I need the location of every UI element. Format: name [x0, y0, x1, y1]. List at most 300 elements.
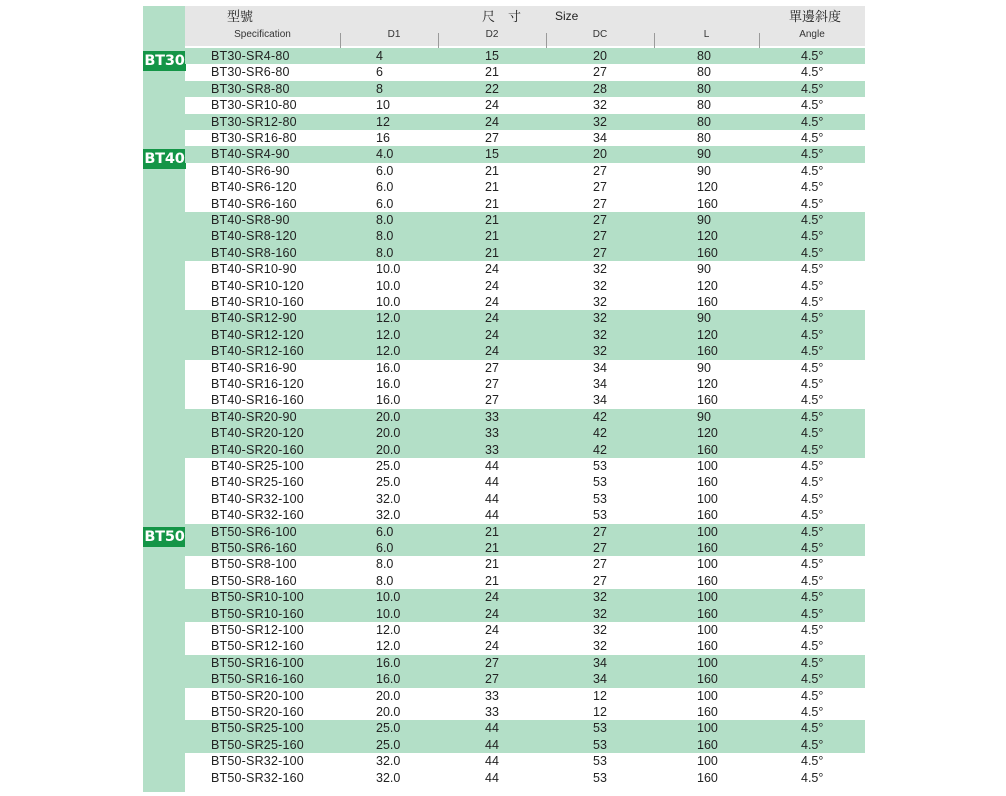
cell-dc: 27 [593, 196, 607, 211]
group-label-bt50: BT50 [144, 528, 185, 545]
cell-d2: 44 [485, 459, 499, 473]
cell-spec: BT40-SR12-90 [211, 311, 297, 326]
cell-angle: 4.5° [801, 524, 824, 539]
table-row [185, 228, 865, 244]
table-row [185, 261, 865, 277]
size-heading-zh: 尺 寸 [482, 9, 522, 24]
cell-d2: 21 [485, 196, 499, 211]
table-row [185, 507, 865, 523]
cell-length: 160 [697, 672, 718, 687]
cell-angle: 4.5° [801, 409, 824, 424]
cell-spec: BT50-SR16-100 [211, 655, 304, 670]
cell-d2: 44 [485, 754, 499, 769]
cell-length: 90 [697, 262, 711, 277]
cell-spec: BT30-SR8-80 [211, 81, 290, 96]
cell-d2: 33 [485, 442, 499, 457]
cell-dc: 27 [593, 229, 607, 244]
cell-spec: BT50-SR10-100 [211, 590, 304, 605]
cell-spec: BT30-SR4-80 [211, 49, 290, 63]
cell-dc: 27 [593, 65, 607, 80]
cell-dc: 34 [593, 672, 607, 687]
cell-dc: 27 [593, 213, 607, 227]
cell-spec: BT50-SR16-160 [211, 672, 304, 687]
cell-d1: 32.0 [376, 754, 401, 769]
cell-angle: 4.5° [801, 360, 824, 375]
table-row [185, 688, 865, 704]
col-header-angle: Angle [799, 29, 825, 40]
cell-d2: 27 [485, 360, 499, 375]
cell-length: 160 [697, 344, 718, 359]
cell-d2: 21 [485, 180, 499, 195]
cell-length: 90 [697, 360, 711, 375]
cell-d2: 33 [485, 688, 499, 703]
table-row [185, 130, 865, 146]
cell-length: 160 [697, 606, 718, 621]
cell-dc: 27 [593, 524, 607, 539]
cell-d2: 24 [485, 606, 499, 621]
cell-length: 160 [697, 639, 718, 654]
col-header-dc: DC [592, 29, 608, 40]
cell-length: 100 [697, 590, 718, 605]
cell-d2: 24 [485, 295, 499, 309]
cell-spec: BT50-SR10-160 [211, 606, 304, 621]
cell-angle: 4.5° [801, 245, 824, 260]
cell-angle: 4.5° [801, 147, 824, 162]
table-row [185, 589, 865, 605]
cell-angle: 4.5° [801, 327, 824, 342]
cell-spec: BT50-SR25-100 [211, 721, 304, 736]
cell-dc: 32 [593, 262, 607, 277]
table-row [185, 458, 865, 474]
cell-length: 120 [697, 180, 718, 195]
cell-d1: 12.0 [376, 311, 401, 326]
cell-angle: 4.5° [801, 426, 824, 441]
cell-angle: 4.5° [801, 229, 824, 244]
cell-d2: 27 [485, 131, 499, 145]
cell-d1: 8.0 [376, 213, 394, 227]
cell-length: 90 [697, 311, 711, 326]
table-row [185, 638, 865, 654]
cell-spec: BT30-SR10-80 [211, 98, 297, 113]
cell-angle: 4.5° [801, 721, 824, 736]
cell-angle: 4.5° [801, 770, 824, 785]
model-heading-zh: 型號 [227, 9, 254, 24]
cell-d2: 24 [485, 262, 499, 277]
table-row [185, 81, 865, 97]
cell-angle: 4.5° [801, 491, 824, 506]
cell-spec: BT50-SR25-160 [211, 737, 304, 752]
cell-d1: 20.0 [376, 688, 401, 703]
table-row [185, 327, 865, 343]
cell-d2: 24 [485, 639, 499, 654]
table-row [185, 376, 865, 392]
cell-angle: 4.5° [801, 459, 824, 473]
table-header [185, 6, 865, 46]
cell-d2: 27 [485, 655, 499, 670]
cell-length: 160 [697, 442, 718, 457]
cell-spec: BT40-SR10-160 [211, 295, 304, 309]
cell-length: 100 [697, 623, 718, 637]
table-row [185, 524, 865, 540]
cell-angle: 4.5° [801, 131, 824, 145]
table-row [185, 753, 865, 769]
table-row [185, 442, 865, 458]
cell-d2: 15 [485, 147, 499, 162]
cell-d2: 21 [485, 213, 499, 227]
cell-angle: 4.5° [801, 344, 824, 359]
cell-angle: 4.5° [801, 213, 824, 227]
cell-dc: 27 [593, 573, 607, 588]
cell-d2: 44 [485, 475, 499, 490]
cell-dc: 32 [593, 639, 607, 654]
table-row [185, 294, 865, 310]
cell-length: 100 [697, 557, 718, 572]
cell-spec: BT50-SR32-160 [211, 770, 304, 785]
cell-spec: BT40-SR4-90 [211, 147, 290, 162]
table-row [185, 392, 865, 408]
cell-spec: BT40-SR6-160 [211, 196, 297, 211]
cell-dc: 20 [593, 147, 607, 162]
cell-d1: 10.0 [376, 295, 401, 309]
cell-dc: 42 [593, 409, 607, 424]
table-row [185, 556, 865, 572]
cell-d1: 25.0 [376, 721, 401, 736]
cell-length: 80 [697, 65, 711, 80]
cell-spec: BT50-SR6-160 [211, 541, 297, 555]
cell-d1: 16.0 [376, 393, 401, 408]
table-row [185, 540, 865, 556]
cell-d1: 6.0 [376, 524, 394, 539]
cell-spec: BT40-SR25-160 [211, 475, 304, 490]
cell-dc: 32 [593, 606, 607, 621]
cell-dc: 27 [593, 541, 607, 555]
cell-length: 160 [697, 245, 718, 260]
cell-angle: 4.5° [801, 65, 824, 80]
cell-d1: 12.0 [376, 639, 401, 654]
cell-d1: 8.0 [376, 557, 394, 572]
cell-dc: 32 [593, 327, 607, 342]
cell-dc: 53 [593, 721, 607, 736]
cell-spec: BT40-SR20-90 [211, 409, 297, 424]
cell-d1: 16.0 [376, 360, 401, 375]
cell-d1: 20.0 [376, 426, 401, 441]
cell-dc: 34 [593, 360, 607, 375]
cell-spec: BT40-SR16-160 [211, 393, 304, 408]
cell-length: 160 [697, 475, 718, 490]
cell-d1: 12.0 [376, 344, 401, 359]
cell-d2: 21 [485, 541, 499, 555]
cell-d2: 33 [485, 409, 499, 424]
angle-heading-zh: 單邊斜度 [789, 9, 842, 24]
cell-angle: 4.5° [801, 311, 824, 326]
table-row [185, 212, 865, 228]
table-row [185, 343, 865, 359]
cell-dc: 42 [593, 426, 607, 441]
cell-d1: 10.0 [376, 262, 401, 277]
table-row [185, 245, 865, 261]
cell-length: 90 [697, 409, 711, 424]
cell-d2: 44 [485, 737, 499, 752]
table-row [185, 97, 865, 113]
cell-angle: 4.5° [801, 98, 824, 113]
cell-spec: BT50-SR6-100 [211, 524, 297, 539]
cell-d1: 8.0 [376, 245, 394, 260]
cell-d1: 25.0 [376, 737, 401, 752]
cell-spec: BT40-SR6-120 [211, 180, 297, 195]
cell-angle: 4.5° [801, 655, 824, 670]
cell-dc: 34 [593, 393, 607, 408]
cell-spec: BT40-SR10-120 [211, 278, 304, 293]
cell-d1: 12.0 [376, 623, 401, 637]
cell-d2: 44 [485, 491, 499, 506]
cell-dc: 42 [593, 442, 607, 457]
cell-length: 80 [697, 98, 711, 113]
table-row [185, 704, 865, 720]
cell-d1: 32.0 [376, 770, 401, 785]
cell-length: 80 [697, 131, 711, 145]
cell-length: 120 [697, 327, 718, 342]
col-header-l: L [703, 29, 710, 40]
cell-d1: 20.0 [376, 705, 401, 719]
cell-length: 90 [697, 213, 711, 227]
cell-dc: 53 [593, 475, 607, 490]
cell-d1: 12 [376, 114, 390, 129]
cell-spec: BT40-SR12-120 [211, 327, 304, 342]
cell-d1: 25.0 [376, 459, 401, 473]
cell-d1: 4.0 [376, 147, 394, 162]
cell-angle: 4.5° [801, 196, 824, 211]
cell-d2: 24 [485, 344, 499, 359]
cell-dc: 32 [593, 344, 607, 359]
cell-dc: 12 [593, 688, 607, 703]
cell-d2: 21 [485, 573, 499, 588]
table-row [185, 48, 865, 64]
table-row [185, 310, 865, 326]
table-row [185, 655, 865, 671]
cell-d2: 21 [485, 245, 499, 260]
cell-angle: 4.5° [801, 81, 824, 96]
cell-angle: 4.5° [801, 606, 824, 621]
table-row [185, 491, 865, 507]
cell-length: 160 [697, 295, 718, 309]
cell-d1: 20.0 [376, 409, 401, 424]
cell-length: 80 [697, 49, 711, 63]
cell-d1: 10.0 [376, 278, 401, 293]
cell-dc: 32 [593, 98, 607, 113]
table-row [185, 622, 865, 638]
cell-length: 100 [697, 688, 718, 703]
cell-angle: 4.5° [801, 262, 824, 277]
cell-angle: 4.5° [801, 49, 824, 63]
cell-d1: 25.0 [376, 475, 401, 490]
cell-angle: 4.5° [801, 508, 824, 523]
cell-spec: BT40-SR25-100 [211, 459, 304, 473]
cell-d2: 21 [485, 229, 499, 244]
cell-dc: 34 [593, 655, 607, 670]
cell-spec: BT40-SR6-90 [211, 163, 290, 178]
cell-d2: 24 [485, 278, 499, 293]
cell-d2: 27 [485, 672, 499, 687]
cell-length: 160 [697, 573, 718, 588]
cell-d2: 22 [485, 81, 499, 96]
cell-spec: BT30-SR16-80 [211, 131, 297, 145]
cell-angle: 4.5° [801, 278, 824, 293]
cell-dc: 32 [593, 278, 607, 293]
col-header-d1: D1 [387, 29, 401, 40]
cell-angle: 4.5° [801, 163, 824, 178]
cell-d1: 10.0 [376, 606, 401, 621]
cell-length: 100 [697, 754, 718, 769]
cell-length: 120 [697, 377, 718, 391]
cell-dc: 53 [593, 737, 607, 752]
cell-angle: 4.5° [801, 114, 824, 129]
cell-angle: 4.5° [801, 754, 824, 769]
cell-d2: 44 [485, 508, 499, 523]
cell-angle: 4.5° [801, 377, 824, 391]
cell-dc: 32 [593, 623, 607, 637]
cell-angle: 4.5° [801, 705, 824, 719]
cell-spec: BT50-SR20-160 [211, 705, 304, 719]
cell-dc: 20 [593, 49, 607, 63]
table-row [185, 146, 865, 162]
cell-length: 100 [697, 459, 718, 473]
cell-spec: BT50-SR8-100 [211, 557, 297, 572]
cell-d1: 6.0 [376, 541, 394, 555]
table-row [185, 409, 865, 425]
cell-angle: 4.5° [801, 573, 824, 588]
cell-length: 120 [697, 278, 718, 293]
cell-d1: 16.0 [376, 377, 401, 391]
cell-length: 80 [697, 81, 711, 96]
cell-d2: 15 [485, 49, 499, 63]
cell-d2: 24 [485, 590, 499, 605]
cell-d1: 32.0 [376, 491, 401, 506]
cell-angle: 4.5° [801, 557, 824, 572]
cell-d1: 8 [376, 81, 383, 96]
cell-length: 120 [697, 426, 718, 441]
cell-length: 160 [697, 737, 718, 752]
cell-angle: 4.5° [801, 541, 824, 555]
cell-dc: 12 [593, 705, 607, 719]
cell-d2: 44 [485, 770, 499, 785]
cell-length: 100 [697, 721, 718, 736]
cell-spec: BT50-SR20-100 [211, 688, 304, 703]
cell-dc: 27 [593, 557, 607, 572]
cell-d2: 33 [485, 426, 499, 441]
cell-d1: 20.0 [376, 442, 401, 457]
cell-length: 90 [697, 147, 711, 162]
col-header-specification: Specification [234, 29, 291, 40]
cell-dc: 53 [593, 491, 607, 506]
cell-angle: 4.5° [801, 623, 824, 637]
cell-angle: 4.5° [801, 442, 824, 457]
table-row [185, 573, 865, 589]
cell-dc: 27 [593, 163, 607, 178]
cell-spec: BT40-SR32-160 [211, 508, 304, 523]
cell-length: 160 [697, 393, 718, 408]
cell-d1: 6 [376, 65, 383, 80]
cell-length: 100 [697, 491, 718, 506]
cell-angle: 4.5° [801, 672, 824, 687]
cell-dc: 28 [593, 81, 607, 96]
cell-spec: BT30-SR6-80 [211, 65, 290, 80]
cell-spec: BT50-SR32-100 [211, 754, 304, 769]
cell-spec: BT40-SR32-100 [211, 491, 304, 506]
cell-d2: 21 [485, 163, 499, 178]
cell-angle: 4.5° [801, 737, 824, 752]
table-row [185, 179, 865, 195]
cell-angle: 4.5° [801, 393, 824, 408]
cell-spec: BT50-SR8-160 [211, 573, 297, 588]
cell-d2: 21 [485, 557, 499, 572]
cell-spec: BT40-SR8-120 [211, 229, 297, 244]
cell-d1: 4 [376, 49, 383, 63]
cell-d1: 16 [376, 131, 390, 145]
cell-length: 100 [697, 655, 718, 670]
table-row [185, 425, 865, 441]
cell-dc: 32 [593, 590, 607, 605]
cell-dc: 32 [593, 295, 607, 309]
cell-length: 100 [697, 524, 718, 539]
table-row [185, 770, 865, 786]
cell-spec: BT40-SR20-160 [211, 442, 304, 457]
cell-spec: BT40-SR8-160 [211, 245, 297, 260]
cell-spec: BT50-SR12-160 [211, 639, 304, 654]
cell-d2: 21 [485, 524, 499, 539]
cell-angle: 4.5° [801, 475, 824, 490]
table-row [185, 720, 865, 736]
table-row [185, 163, 865, 179]
cell-d2: 33 [485, 705, 499, 719]
cell-angle: 4.5° [801, 688, 824, 703]
cell-d2: 21 [485, 65, 499, 80]
cell-angle: 4.5° [801, 295, 824, 309]
cell-angle: 4.5° [801, 639, 824, 654]
cell-dc: 32 [593, 114, 607, 129]
cell-d2: 27 [485, 377, 499, 391]
group-label-bt30: BT30 [144, 53, 185, 69]
cell-spec: BT40-SR16-120 [211, 377, 304, 391]
table-row [185, 114, 865, 130]
table-row [185, 474, 865, 490]
cell-d1: 10.0 [376, 590, 401, 605]
cell-spec: BT40-SR10-90 [211, 262, 297, 277]
cell-d1: 32.0 [376, 508, 401, 523]
cell-d2: 27 [485, 393, 499, 408]
cell-d1: 6.0 [376, 163, 394, 178]
cell-d1: 6.0 [376, 196, 394, 211]
cell-d2: 24 [485, 114, 499, 129]
cell-length: 160 [697, 705, 718, 719]
cell-spec: BT50-SR12-100 [211, 623, 304, 637]
table-row [185, 737, 865, 753]
cell-d1: 8.0 [376, 229, 394, 244]
cell-d1: 10 [376, 98, 390, 113]
cell-length: 80 [697, 114, 711, 129]
cell-spec: BT40-SR12-160 [211, 344, 304, 359]
cell-length: 160 [697, 541, 718, 555]
col-header-d2: D2 [485, 29, 499, 40]
cell-length: 120 [697, 229, 718, 244]
cell-spec: BT40-SR16-90 [211, 360, 297, 375]
series-sidebar [143, 6, 185, 792]
cell-length: 90 [697, 163, 711, 178]
table-row [185, 64, 865, 80]
cell-d2: 24 [485, 623, 499, 637]
cell-dc: 53 [593, 508, 607, 523]
cell-dc: 53 [593, 459, 607, 473]
table-row [185, 606, 865, 622]
